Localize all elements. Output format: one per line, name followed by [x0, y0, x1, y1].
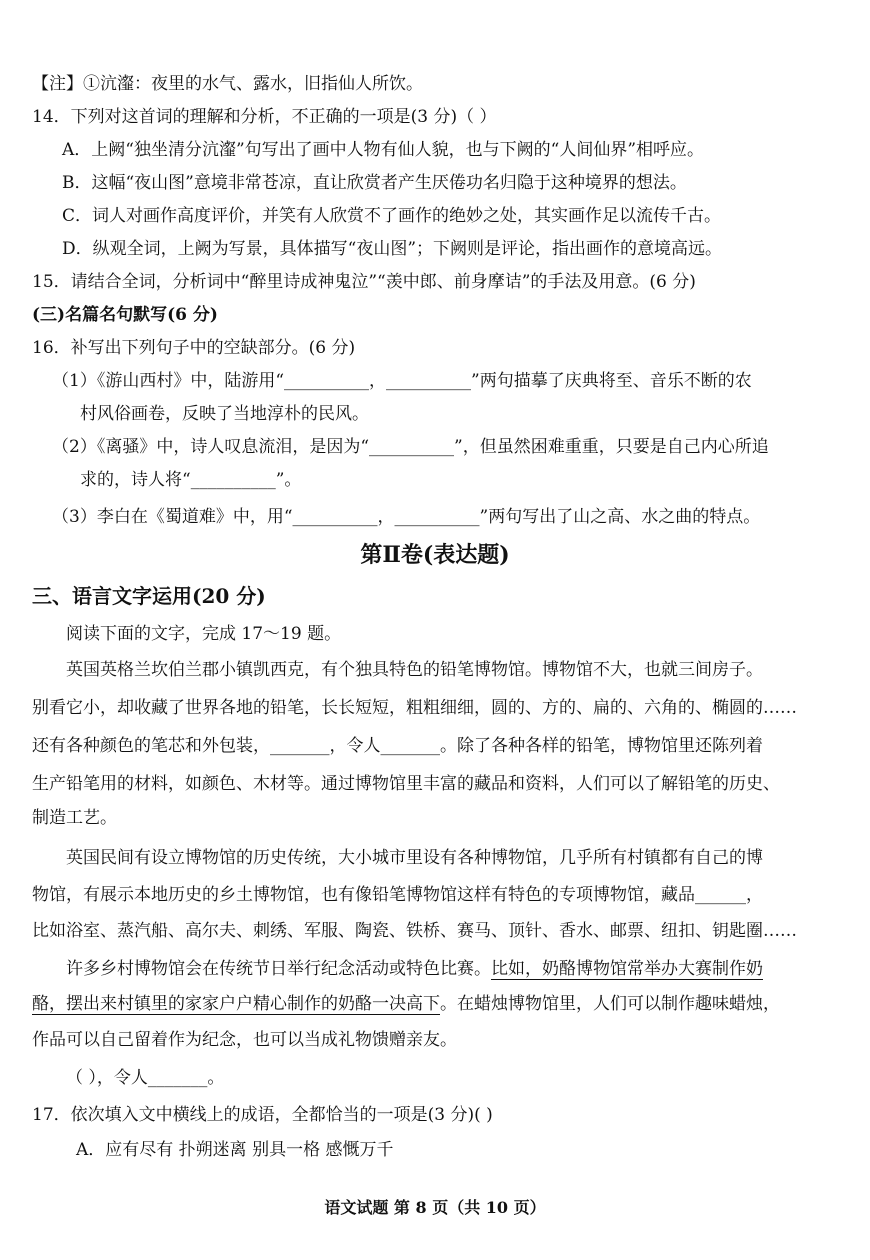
question-14-option-a: A．上阙“独坐清分沆瀣”句写出了画中人物有仙人貌，也与下阙的“人间仙界”相呼应。 [62, 140, 705, 160]
part-3-heading: (三)名篇名句默写(6 分) [32, 305, 218, 325]
passage-p2-line-1: 英国民间有设立博物馆的历史传统，大小城市里设有各种博物馆，几乎所有村镇都有自己的博 [66, 848, 763, 868]
reading-instruction: 阅读下面的文字，完成 17～19 题。 [66, 624, 342, 644]
volume-title: 第Ⅱ卷(表达题) [360, 542, 510, 568]
question-16-item-1-line-1: （1）《游山西村》中，陆游用“__________，__________”两句描摹了庆典将至、音乐不断的农 [52, 371, 752, 391]
passage-p1-line-1: 英国英格兰坎伯兰郡小镇凯西克，有个独具特色的铅笔博物馆。博物馆不大，也就三间房子。 [66, 660, 763, 680]
passage-p1-line-2: 别看它小，却收藏了世界各地的铅笔，长长短短，粗粗细细，圆的、方的、扁的、六角的、椭圆的…… [32, 698, 797, 718]
question-16-item-2-line-1: （2）《离骚》中，诗人叹息流泪，是因为“__________”，但虽然困难重重，只要是自己内心所追 [52, 437, 769, 457]
passage-p3-text-cont: 。在蜡烛博物馆里，人们可以制作趣味蜡烛， [440, 994, 780, 1014]
question-14-stem: 14．下列对这首词的理解和分析，不正确的一项是(3 分)（ ） [32, 107, 497, 127]
question-16-item-2-line-2: 求的，诗人将“__________”。 [80, 470, 302, 490]
question-15: 15．请结合全词，分析词中“醉里诗成神鬼泣”“羡中郎、前身摩诘”的手法及用意。(6 分) [32, 272, 696, 292]
question-17-option-a: A．应有尽有 扑朔迷离 别具一格 感慨万千 [76, 1140, 394, 1160]
passage-p3-line-3: 作品可以自己留着作为纪念，也可以当成礼物馈赠亲友。 [32, 1030, 457, 1050]
passage-p2-line-3: 比如浴室、蒸汽船、高尔夫、刺绣、军服、陶瓷、铁桥、赛马、顶针、香水、邮票、纽扣、钥匙圈…… [32, 921, 797, 941]
passage-p3-text: 许多乡村博物馆会在传统节日举行纪念活动或特色比赛。 [66, 959, 491, 979]
passage-p2-line-2: 物馆，有展示本地历史的乡土博物馆，也有像铅笔博物馆这样有特色的专项博物馆，藏品______， [32, 885, 763, 905]
passage-p1-line-3: 还有各种颜色的笔芯和外包装，_______，令人_______。除了各种各样的铅笔，博物馆里还陈列着 [32, 736, 763, 756]
page-footer: 语文试题 第 8 页（共 10 页） [324, 1198, 546, 1217]
underlined-example-sentence: 比如，奶酪博物馆常举办大赛制作奶 [491, 959, 763, 979]
question-14-option-b: B．这幅“夜山图”意境非常苍凉，直让欣赏者产生厌倦功名归隐于这种境界的想法。 [62, 173, 687, 193]
passage-p4-line-1: （ ），令人_______。 [66, 1068, 225, 1088]
section-3-heading: 三、语言文字运用(20 分) [32, 584, 266, 608]
passage-p1-line-5: 制造工艺。 [32, 808, 117, 828]
underlined-example-sentence-cont: 酪，摆出来村镇里的家家户户精心制作的奶酪一决高下 [32, 994, 440, 1014]
passage-p3-line-1 [66, 957, 763, 981]
question-14-option-c: C．词人对画作高度评价，并笑有人欣赏不了画作的绝妙之处，其实画作足以流传千古。 [62, 206, 722, 226]
question-17-stem: 17．依次填入文中横线上的成语，全都恰当的一项是(3 分)( ) [32, 1105, 493, 1125]
question-14-option-d: D．纵观全词，上阙为写景，具体描写“夜山图”；下阙则是评论，指出画作的意境高远。 [62, 239, 723, 259]
question-16-stem: 16．补写出下列句子中的空缺部分。(6 分) [32, 338, 356, 358]
passage-p3-line-2 [32, 992, 780, 1016]
passage-p1-line-4: 生产铅笔用的材料，如颜色、木材等。通过博物馆里丰富的藏品和资料，人们可以了解铅笔的历史、 [32, 774, 780, 794]
question-16-item-3-line-1: （3）李白在《蜀道难》中，用“__________，__________”两句写出了山之高、水之曲的特点。 [52, 507, 761, 527]
annotation-note: 【注】①沆瀣：夜里的水气、露水，旧指仙人所饮。 [32, 74, 423, 94]
question-16-item-1-line-2: 村风俗画卷，反映了当地淳朴的民风。 [80, 404, 369, 424]
